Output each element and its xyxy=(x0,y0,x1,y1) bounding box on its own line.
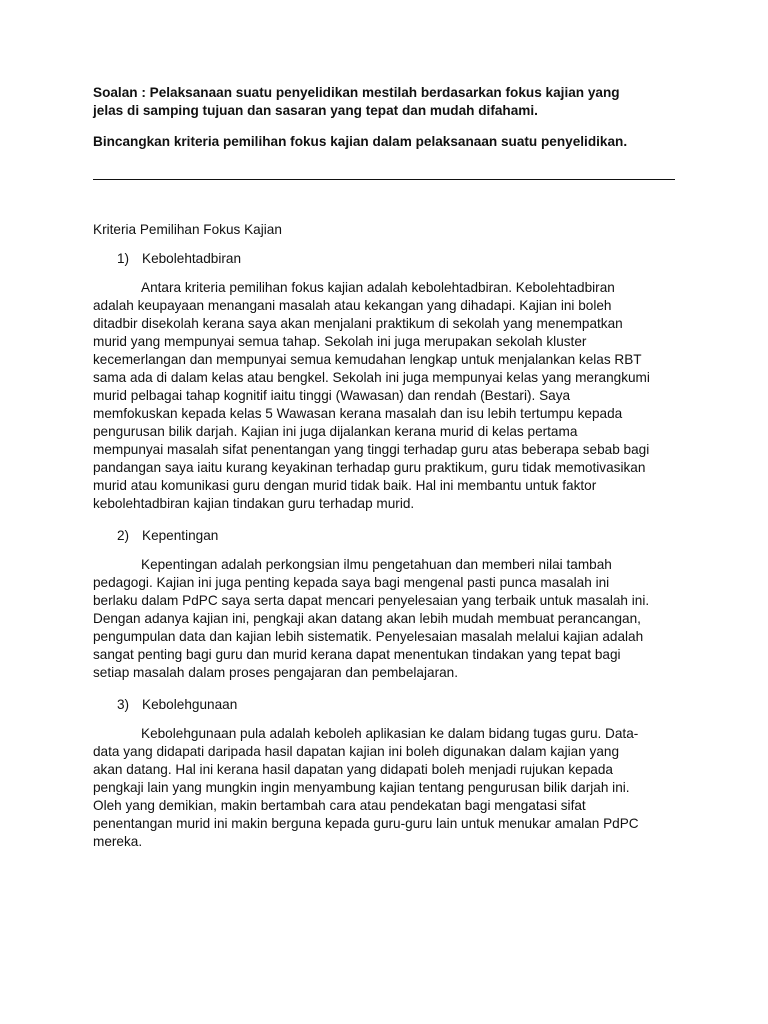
paragraph-line: murid atau komunikasi guru dengan murid tidak baik. Hal ini membantu untuk faktor xyxy=(93,478,597,493)
paragraph-line: mereka. xyxy=(93,834,143,849)
document-body xyxy=(93,84,683,851)
paragraph-line: pengumpulan data dan kajian lebih sistematik. Penyelesaian masalah melalui kajian adalah xyxy=(93,629,644,644)
item-heading-label: Kepentingan xyxy=(142,528,219,543)
paragraph-line: penentangan murid ini makin berguna kepada guru-guru lain untuk menukar amalan PdPC xyxy=(93,816,639,831)
paragraph-kebolehtadbiran xyxy=(93,279,683,513)
paragraph-line: data yang didapati daripada hasil dapatan kajian ini boleh digunakan dalam kajian yang xyxy=(93,744,620,759)
paragraph-line: Antara kriteria pemilihan fokus kajian adalah kebolehtadbiran. Kebolehtadbiran xyxy=(141,280,615,295)
paragraph-line: mempunyai masalah sifat penentangan yang tinggi terhadap guru atas beberapa sebab bagi xyxy=(93,442,650,457)
paragraph-line: Kepentingan adalah perkongsian ilmu pengetahuan dan memberi nilai tambah xyxy=(141,557,612,572)
paragraph-line: murid yang mempunyai semua tahap. Sekolah ini juga merupakan sekolah kluster xyxy=(93,334,587,349)
paragraph-line: murid pelbagai tahap kognitif iaitu tinggi (Wawasan) dan rendah (Bestari). Saya xyxy=(93,388,571,403)
paragraph-line: kecemerlangan dan mempunyai semua kemudahan lengkap untuk menjalankan kelas RBT xyxy=(93,352,642,367)
paragraph-line: sangat penting bagi guru dan murid kerana dapat menentukan tindakan yang tepat bagi xyxy=(93,647,621,662)
item-heading-label: Kebolehtadbiran xyxy=(142,251,242,266)
question-line: Soalan : Pelaksanaan suatu penyelidikan mestilah berdasarkan fokus kajian yang xyxy=(93,85,620,100)
item-heading-kebolehgunaan xyxy=(117,696,683,714)
paragraph-line: sama ada di dalam kelas atau bengkel. Sekolah ini juga mempunyai kelas yang merangkumi xyxy=(93,370,650,385)
paragraph-kebolehgunaan xyxy=(93,725,683,851)
paragraph-line: pedagogi. Kajian ini juga penting kepada saya bagi mengenal pasti punca masalah ini xyxy=(93,575,610,590)
horizontal-divider xyxy=(93,179,675,180)
item-number: 2) xyxy=(117,528,130,543)
paragraph-line: Oleh yang demikian, makin bertambah cara atau pendekatan bagi mengatasi sifat xyxy=(93,798,586,813)
question-line: jelas di samping tujuan dan sasaran yang tepat dan mudah difahami. xyxy=(93,103,538,118)
paragraph-line: setiap masalah dalam proses pengajaran dan pembelajaran. xyxy=(93,665,459,680)
item-number: 1) xyxy=(117,251,130,266)
paragraph-line: pandangan saya iaitu kurang keyakinan terhadap guru praktikum, guru tidak memotivasikan xyxy=(93,460,646,475)
question-text xyxy=(93,84,683,120)
paragraph-line: Kebolehgunaan pula adalah keboleh aplikasian ke dalam bidang tugas guru. Data- xyxy=(141,726,639,741)
section-title: Kriteria Pemilihan Fokus Kajian xyxy=(93,222,282,237)
paragraph-line: ditadbir disekolah kerana saya akan menjalani praktikum di sekolah yang menempatkan xyxy=(93,316,623,331)
item-heading-label: Kebolehgunaan xyxy=(142,697,238,712)
paragraph-line: kebolehtadbiran kajian tindakan guru terhadap murid. xyxy=(93,496,415,511)
paragraph-line: Dengan adanya kajian ini, pengkaji akan datang akan lebih mudah membuat perancangan, xyxy=(93,611,641,626)
item-number: 3) xyxy=(117,697,130,712)
paragraph-line: pengurusan bilik darjah. Kajian ini juga dijalankan kerana murid di kelas pertama xyxy=(93,424,578,439)
paragraph-line: pengkaji lain yang mungkin ingin menyambung kajian tentang pengurusan bilik darjah ini. xyxy=(93,780,630,795)
item-heading-kepentingan xyxy=(117,527,683,545)
paragraph-line: adalah keupayaan menangani masalah atau kekangan yang dihadapi. Kajian ini boleh xyxy=(93,298,612,313)
paragraph-line: memfokuskan kepada kelas 5 Wawasan kerana masalah dan isu lebih tertumpu kepada xyxy=(93,406,623,421)
instruction-text: Bincangkan kriteria pemilihan fokus kajian dalam pelaksanaan suatu penyelidikan. xyxy=(93,134,628,149)
item-heading-kebolehtadbiran xyxy=(117,250,683,268)
paragraph-line: berlaku dalam PdPC saya serta dapat mencari penyelesaian yang terbaik untuk masalah ini. xyxy=(93,593,650,608)
paragraph-line: akan datang. Hal ini kerana hasil dapatan yang didapati boleh menjadi rujukan kepada xyxy=(93,762,613,777)
paragraph-kepentingan xyxy=(93,556,683,682)
